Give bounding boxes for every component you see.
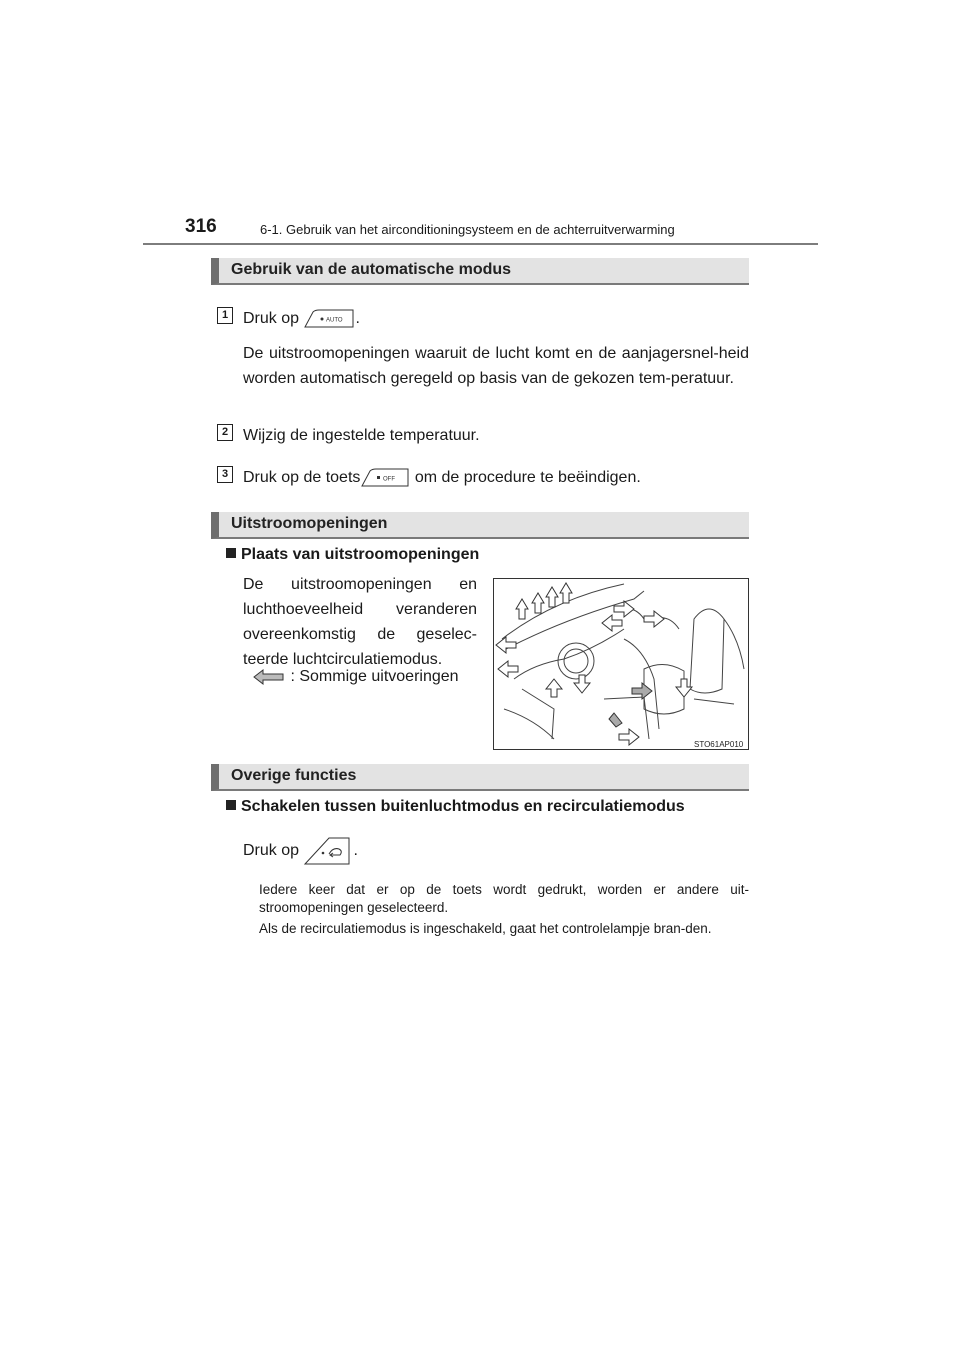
image-code: STO61AP010 [694, 740, 744, 749]
square-bullet-icon [226, 548, 236, 558]
step-2-text: Wijzig de ingestelde temperatuur. [243, 427, 480, 444]
legend-text: : Sommige uitvoeringen [290, 668, 459, 685]
press-prefix: Druk op [243, 842, 300, 860]
subheading-outlet-location [226, 546, 479, 564]
header-divider [143, 243, 818, 245]
section-title: Uitstroomopeningen [231, 515, 388, 532]
chapter-title: 6-1. Gebruik van het airconditioningsysteem en de achterruitverwarming [260, 222, 675, 237]
auto-button-icon [303, 309, 355, 329]
section-title: Overige functies [231, 767, 357, 784]
section-heading-other-functions [211, 764, 749, 791]
press-suffix: . [353, 842, 358, 860]
page-number: 316 [185, 216, 217, 237]
step-number-1: 1 [217, 307, 233, 324]
note-outlets-selected: Iedere keer dat er op de toets wordt gedrukt, worden er andere uit-stroomopeningen geselecteerd. [259, 882, 749, 915]
subheading-text: Plaats van uitstroomopeningen [241, 546, 480, 563]
section-heading-auto-mode [211, 258, 749, 285]
legend-line [252, 664, 459, 689]
air-outlet-diagram [493, 578, 749, 750]
section-title: Gebruik van de automatische modus [231, 261, 512, 278]
note-indicator-lamp: Als de recirculatiemodus is ingeschakeld, gaat het controlelampje bran-den. [259, 921, 712, 936]
step-3-prefix: Druk op de toets [243, 469, 361, 486]
step-number-2: 2 [217, 424, 233, 441]
step-1-description: De uitstroomopeningen waaruit de lucht komt en de aanjagersnel-heid worden automatisch geregeld op basis van de gekozen tem-peratuur. [243, 345, 749, 387]
car-interior-illustration [494, 579, 748, 749]
off-button-icon [360, 468, 410, 488]
subheading-text: Schakelen tussen buitenluchtmodus en recirculatiemodus [241, 798, 685, 815]
step-1-suffix: . [355, 310, 360, 327]
auto-button-label: AUTO [326, 317, 344, 324]
subheading-air-mode-switch [226, 798, 685, 816]
recirculation-press-line [243, 836, 358, 866]
shaded-arrow-icon [252, 668, 286, 686]
step-3-line [243, 465, 641, 490]
step-1-prefix: Druk op [243, 310, 300, 327]
off-button-label: OFF [383, 476, 396, 483]
step-1-line [243, 306, 360, 331]
section-heading-outlets [211, 512, 749, 539]
outlets-description: De uitstroomopeningen en luchthoeveelheid veranderen overeenkomstig de geselec-teerde luchtcirculatiemodus. [243, 576, 477, 668]
square-bullet-icon [226, 800, 236, 810]
recirculation-button-icon [303, 836, 353, 866]
step-number-3: 3 [217, 466, 233, 483]
step-3-suffix: om de procedure te beëindigen. [414, 469, 641, 486]
